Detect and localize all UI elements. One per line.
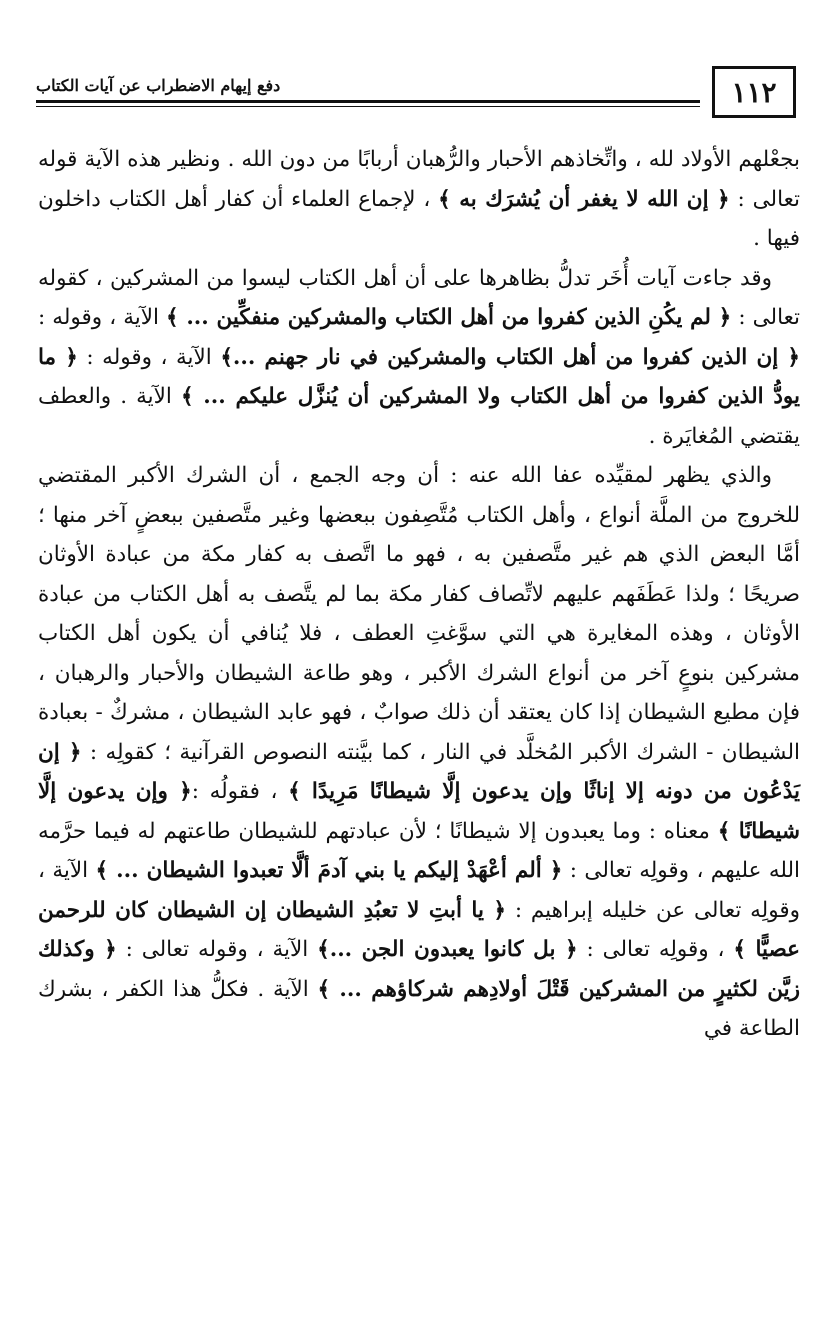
text-segment: والذي يظهر لمقيِّده عفا الله عنه : أن وجه الجمع ، أن الشرك الأكبر المقتضي للخروج من الملَّة أنواع ، وأهل الكتاب مُتَّصِفون ببعضها وغير متَّصفين ببعضٍ آخر منها ؛ أمَّا البعض الذي هم غير متَّصفين به ، فهو ما اتَّصف به كفار مكة من عبادة الأوثان صريحًا ؛ ولذا عَطَفَهم عليهم لاتِّصاف كفار مكة بما لم يتَّصف به أهل الكتاب من عبادة الأوثان ، وهذه المغايرة هي التي سوَّغتِ العطف ، فلا يُنافي أن يكون أهل الكتاب مشركين بنوعٍ آخر من أنواع الشرك الأكبر ، وهو طاعة الشيطان والأحبار والرهبان ، فإن مطيع الشيطان إذا كان يعتقد أن ذلك صوابٌ ، فهو عابد الشيطان ، مشركٌ - بعبادة الشيطان - الشرك الأكبر المُخلَّد في النار ، كما بيَّنته النصوص القرآنية ؛ كقولِه : bbox=[38, 463, 800, 765]
page-number: ١١٢ bbox=[712, 66, 796, 118]
quran-quote: ﴿ إن الذين كفروا من أهل الكتاب والمشركين في نار جهنم ...﴾ bbox=[220, 344, 800, 370]
header-rule-thick bbox=[36, 100, 700, 103]
body-text bbox=[38, 140, 800, 1049]
paragraph bbox=[38, 456, 800, 1049]
quran-quote: ﴿ وكذلك زيَّن لكثيرٍ من المشركين قَتْلَ أولادِهم شركاؤهم ... ﴾ bbox=[38, 937, 800, 1002]
quran-quote: ﴿ ألم أعْهَدْ إليكم يا بني آدمَ ألَّا تعبدوا الشيطان ... ﴾ bbox=[95, 858, 563, 883]
page-header bbox=[36, 66, 796, 126]
header-rule-thin bbox=[36, 106, 700, 107]
text-segment: ، لإجماع العلماء أن كفار أهل الكتاب داخلون فيها . bbox=[38, 186, 800, 251]
quran-quote: ﴿ إن يَدْعُون من دونه إلا إناثًا وإن يدعون إلَّا شيطانًا مَرِيدًا ﴾ bbox=[38, 739, 801, 804]
quran-quote: ﴿ إن الله لا يغفر أن يُشرَك به ﴾ bbox=[438, 186, 730, 212]
quran-quote: ﴿ لم يكُنِ الذين كفروا من أهل الكتاب والمشركين منفكِّين ... ﴾ bbox=[166, 305, 732, 330]
text-segment: الآية ، وقوله : bbox=[38, 305, 167, 330]
paragraph bbox=[38, 140, 800, 259]
text-segment: بجعْلهم الأولاد لله ، واتِّخاذهم الأحبار والرُّهبان أربابًا من دون الله . ونظير هذه الآية قوله تعالى : bbox=[38, 147, 800, 212]
paragraph bbox=[38, 259, 800, 457]
text-segment: الآية . فكلُّ هذا الكفر ، بشرك الطاعة في bbox=[38, 976, 800, 1041]
quran-quote: ﴿ ما يودُّ الذين كفروا من أهل الكتاب ولا المشركين أن يُنزَّل عليكم ... ﴾ bbox=[38, 344, 800, 409]
text-segment: ، فقولُه : bbox=[191, 779, 289, 804]
running-title: دفع إيهام الاضطراب عن آيات الكتاب bbox=[36, 76, 281, 95]
text-segment: معناه : وما يعبدون إلا شيطانًا ؛ لأن عبادتهم للشيطان طاعتهم له فيما حرَّمه الله عليهم ، وقولِه تعالى : bbox=[38, 818, 801, 883]
text-segment: وقد جاءت آيات أُخَر تدلُّ بظاهرها على أن أهل الكتاب ليسوا من المشركين ، كقوله تعالى : bbox=[38, 265, 801, 330]
text-segment: ، وقولِه تعالى : bbox=[577, 937, 734, 962]
quran-quote: ﴿ وإن يدعون إلَّا شيطانًا ﴾ bbox=[38, 779, 800, 844]
text-segment: الآية . والعطف يقتضي المُغايَرة . bbox=[38, 384, 800, 449]
text-segment: الآية ، وقوله : bbox=[77, 344, 221, 370]
quran-quote: ﴿ يا أبتِ لا تعبُدِ الشيطان إن الشيطان كان للرحمن عصيًّا ﴾ bbox=[38, 897, 800, 962]
text-segment: الآية ، وقوله تعالى : bbox=[116, 937, 318, 962]
quran-quote: ﴿ بل كانوا يعبدون الجن ...﴾ bbox=[317, 937, 578, 962]
text-segment: الآية ، وقولِه تعالى عن خليله إبراهيم : bbox=[38, 858, 800, 923]
